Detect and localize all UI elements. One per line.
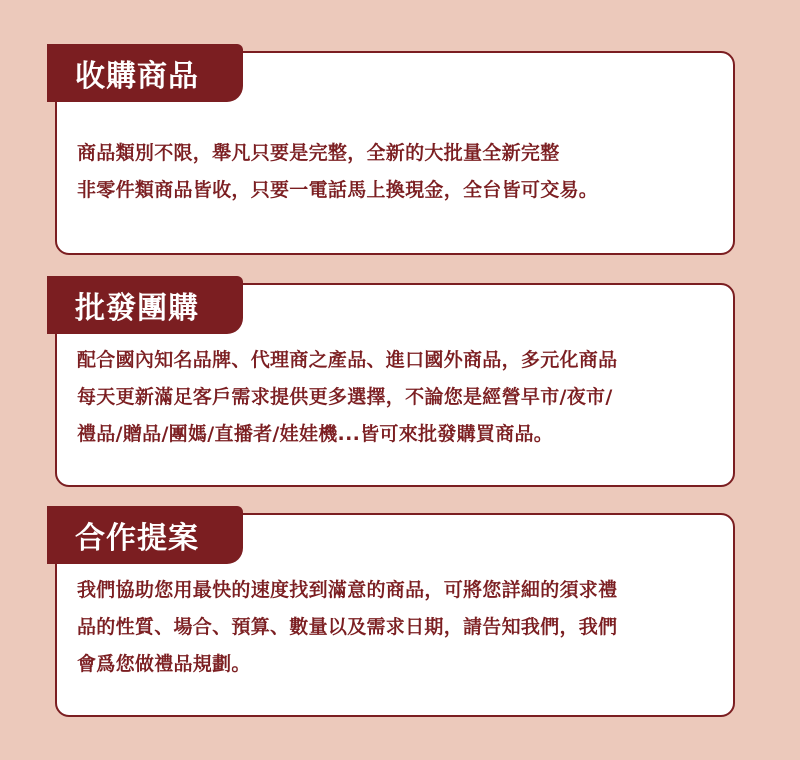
section-body xyxy=(77,572,719,683)
section-line: 每天更新滿足客戶需求提供更多選擇，不論您是經營早市/夜市/ xyxy=(77,386,613,408)
section-line: 非零件類商品皆收，只要一電話馬上換現金，全台皆可交易。 xyxy=(77,179,599,201)
section-line: 禮品/贈品/團媽/直播者/娃娃機...皆可來批發購買商品。 xyxy=(77,423,554,445)
section-line: 商品類別不限，舉凡只要是完整，全新的大批量全新完整 xyxy=(77,142,560,164)
section-title-wholesale: 批發團購 xyxy=(47,276,243,334)
section-line: 配合國內知名品牌、代理商之產品、進口國外商品，多元化商品 xyxy=(77,349,618,371)
section-line: 會爲您做禮品規劃。 xyxy=(77,653,251,675)
section-line: 品的性質、場合、預算、數量以及需求日期，請告知我們，我們 xyxy=(77,616,618,638)
section-title-cooperation: 合作提案 xyxy=(47,506,243,564)
section-line: 我們協助您用最快的速度找到滿意的商品，可將您詳細的須求禮 xyxy=(77,579,618,601)
section-title-purchase: 收購商品 xyxy=(47,44,243,102)
section-body xyxy=(77,342,719,453)
section-body xyxy=(77,135,719,209)
